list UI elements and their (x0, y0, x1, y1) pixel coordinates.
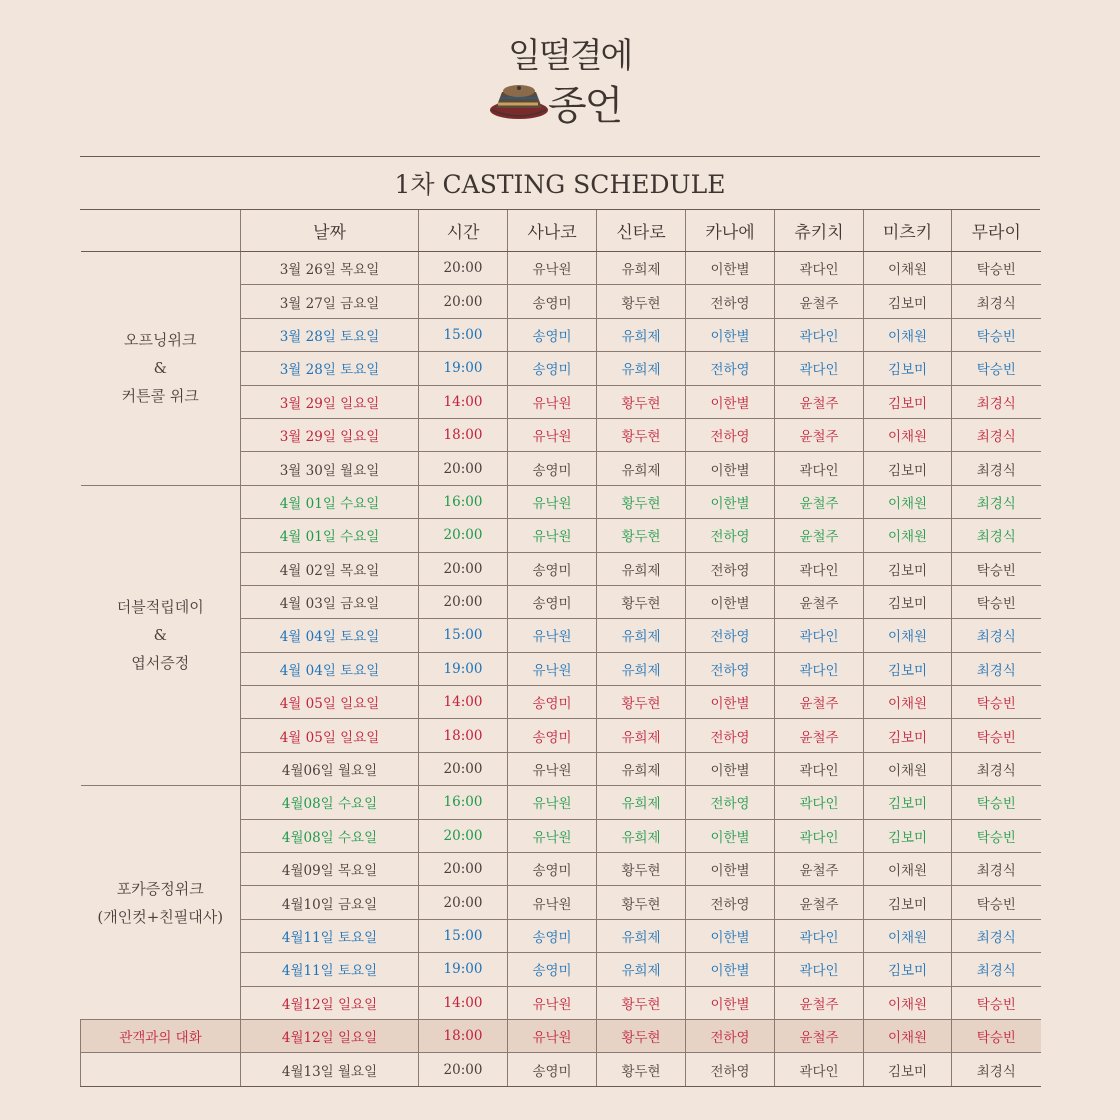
cell-chukichi: 윤철주 (775, 485, 864, 518)
cell-murai: 최경식 (952, 418, 1041, 451)
cell-shintaro: 황두현 (597, 686, 686, 719)
cell-murai: 탁승빈 (952, 986, 1041, 1019)
group-label (81, 252, 241, 486)
schedule-title: 1차 CASTING SCHEDULE (394, 170, 726, 199)
hat-icon (488, 74, 550, 134)
cell-murai: 최경식 (952, 1053, 1041, 1086)
cell-chukichi: 곽다인 (775, 819, 864, 852)
cell-time: 18:00 (419, 719, 508, 752)
cell-kanae: 이한별 (686, 385, 775, 418)
cell-kanae: 이한별 (686, 752, 775, 785)
cell-shintaro: 황두현 (597, 1053, 686, 1086)
cell-sanako: 유낙원 (508, 886, 597, 919)
group-label-line: (개인컷+친필대사) (97, 907, 224, 926)
cell-time: 20:00 (419, 585, 508, 618)
cell-date: 3월 28일 토요일 (241, 352, 419, 385)
cell-shintaro: 유희제 (597, 752, 686, 785)
cell-murai: 최경식 (952, 519, 1041, 552)
cell-kanae: 전하영 (686, 1019, 775, 1052)
cell-chukichi: 윤철주 (775, 519, 864, 552)
header-group (81, 210, 241, 252)
cell-sanako: 송영미 (508, 953, 597, 986)
cell-time: 19:00 (419, 352, 508, 385)
group-label (81, 485, 241, 786)
cell-kanae: 이한별 (686, 953, 775, 986)
cell-sanako: 유낙원 (508, 485, 597, 518)
cell-time: 15:00 (419, 318, 508, 351)
cell-time: 19:00 (419, 953, 508, 986)
cell-time: 20:00 (419, 1053, 508, 1086)
title-rule-top (80, 156, 1040, 157)
cell-mitsuki: 이채원 (864, 986, 952, 1019)
cell-murai: 최경식 (952, 285, 1041, 318)
cell-sanako: 송영미 (508, 719, 597, 752)
cell-date: 4월11일 토요일 (241, 953, 419, 986)
cell-chukichi: 곽다인 (775, 919, 864, 952)
empty-group-cell (81, 1053, 241, 1086)
cell-chukichi: 윤철주 (775, 986, 864, 1019)
header-date: 날짜 (241, 210, 419, 252)
cell-murai: 탁승빈 (952, 786, 1041, 819)
cell-sanako: 송영미 (508, 585, 597, 618)
cell-date: 4월09일 목요일 (241, 853, 419, 886)
cell-chukichi: 곽다인 (775, 1053, 864, 1086)
cell-shintaro: 황두현 (597, 585, 686, 618)
cell-sanako: 유낙원 (508, 519, 597, 552)
cell-date: 4월 01일 수요일 (241, 519, 419, 552)
cell-chukichi: 곽다인 (775, 452, 864, 485)
cell-sanako: 송영미 (508, 452, 597, 485)
cell-murai: 탁승빈 (952, 252, 1041, 285)
cell-time: 20:00 (419, 853, 508, 886)
cell-shintaro: 황두현 (597, 418, 686, 451)
cell-sanako: 송영미 (508, 318, 597, 351)
cell-shintaro: 유희제 (597, 819, 686, 852)
cell-time: 15:00 (419, 619, 508, 652)
cell-time: 18:00 (419, 1019, 508, 1052)
cell-shintaro: 황두현 (597, 1019, 686, 1052)
cell-chukichi: 곽다인 (775, 318, 864, 351)
cell-date: 4월11일 토요일 (241, 919, 419, 952)
cell-date: 3월 26일 목요일 (241, 252, 419, 285)
cell-kanae: 이한별 (686, 318, 775, 351)
cell-sanako: 송영미 (508, 352, 597, 385)
cell-date: 4월 02일 목요일 (241, 552, 419, 585)
table-row (81, 1053, 1041, 1086)
cell-murai: 최경식 (952, 652, 1041, 685)
cell-shintaro: 황두현 (597, 886, 686, 919)
cell-mitsuki: 이채원 (864, 485, 952, 518)
cell-sanako: 유낙원 (508, 652, 597, 685)
schedule-table (80, 210, 1041, 1087)
cell-shintaro: 유희제 (597, 252, 686, 285)
group-label-line: 더블적립데이 (116, 598, 204, 617)
cell-kanae: 이한별 (686, 986, 775, 1019)
cell-time: 16:00 (419, 485, 508, 518)
cell-sanako: 유낙원 (508, 786, 597, 819)
cell-murai: 탁승빈 (952, 585, 1041, 618)
cell-time: 20:00 (419, 819, 508, 852)
cell-murai: 최경식 (952, 953, 1041, 986)
cell-date: 4월08일 수요일 (241, 819, 419, 852)
cell-murai: 탁승빈 (952, 719, 1041, 752)
cell-mitsuki: 김보미 (864, 385, 952, 418)
header-role-murai: 무라이 (952, 210, 1041, 252)
cell-mitsuki: 이채원 (864, 919, 952, 952)
cell-date: 4월 05일 일요일 (241, 686, 419, 719)
cell-shintaro: 유희제 (597, 719, 686, 752)
cell-time: 20:00 (419, 285, 508, 318)
cell-chukichi: 윤철주 (775, 418, 864, 451)
cell-kanae: 전하영 (686, 619, 775, 652)
cell-sanako: 유낙원 (508, 385, 597, 418)
schedule-body (81, 252, 1041, 1087)
header-row (81, 210, 1041, 252)
cell-sanako: 송영미 (508, 853, 597, 886)
cell-kanae: 이한별 (686, 485, 775, 518)
cell-mitsuki: 김보미 (864, 1053, 952, 1086)
cell-time: 20:00 (419, 452, 508, 485)
cell-chukichi: 곽다인 (775, 953, 864, 986)
cell-sanako: 유낙원 (508, 1019, 597, 1052)
cell-time: 14:00 (419, 385, 508, 418)
cell-mitsuki: 이채원 (864, 318, 952, 351)
cell-time: 19:00 (419, 652, 508, 685)
group-label-line: 오프닝위크 (124, 331, 197, 350)
special-event-label: 관객과의 대화 (81, 1019, 241, 1052)
cell-kanae: 전하영 (686, 285, 775, 318)
cell-date: 4월 04일 토요일 (241, 652, 419, 685)
logo-line1: 일떨결에 (508, 36, 632, 76)
cell-mitsuki: 김보미 (864, 886, 952, 919)
cell-date: 4월 01일 수요일 (241, 485, 419, 518)
cell-chukichi: 곽다인 (775, 786, 864, 819)
table-row (81, 1019, 1041, 1052)
cell-murai: 탁승빈 (952, 819, 1041, 852)
cell-mitsuki: 이채원 (864, 1019, 952, 1052)
cell-sanako: 유낙원 (508, 252, 597, 285)
cell-chukichi: 윤철주 (775, 686, 864, 719)
cell-mitsuki: 김보미 (864, 953, 952, 986)
cell-shintaro: 황두현 (597, 385, 686, 418)
cell-kanae: 전하영 (686, 719, 775, 752)
cell-time: 20:00 (419, 752, 508, 785)
cell-murai: 탁승빈 (952, 318, 1041, 351)
cell-time: 18:00 (419, 418, 508, 451)
cell-murai: 최경식 (952, 385, 1041, 418)
cell-date: 4월 03일 금요일 (241, 585, 419, 618)
cell-kanae: 전하영 (686, 652, 775, 685)
header-time: 시간 (419, 210, 508, 252)
cell-chukichi: 곽다인 (775, 652, 864, 685)
cell-kanae: 전하영 (686, 352, 775, 385)
group-label-line: 포카증정위크 (116, 879, 204, 898)
cell-murai: 최경식 (952, 752, 1041, 785)
cell-shintaro: 유희제 (597, 352, 686, 385)
cell-date: 3월 29일 일요일 (241, 418, 419, 451)
cell-murai: 최경식 (952, 919, 1041, 952)
cell-kanae: 전하영 (686, 1053, 775, 1086)
cell-murai: 최경식 (952, 452, 1041, 485)
cell-mitsuki: 이채원 (864, 686, 952, 719)
cell-kanae: 이한별 (686, 853, 775, 886)
cell-sanako: 송영미 (508, 285, 597, 318)
cell-kanae: 이한별 (686, 252, 775, 285)
cell-date: 3월 30일 월요일 (241, 452, 419, 485)
cell-sanako: 송영미 (508, 1053, 597, 1086)
logo (488, 22, 648, 130)
group-label-line: 커튼콜 위크 (121, 387, 199, 406)
cell-time: 15:00 (419, 919, 508, 952)
cell-shintaro: 황두현 (597, 285, 686, 318)
cell-murai: 탁승빈 (952, 886, 1041, 919)
cell-mitsuki: 김보미 (864, 352, 952, 385)
cell-murai: 탁승빈 (952, 686, 1041, 719)
cell-time: 20:00 (419, 519, 508, 552)
cell-mitsuki: 이채원 (864, 853, 952, 886)
cell-chukichi: 윤철주 (775, 719, 864, 752)
cell-sanako: 유낙원 (508, 619, 597, 652)
cell-mitsuki: 이채원 (864, 418, 952, 451)
cell-shintaro: 황두현 (597, 853, 686, 886)
cell-shintaro: 유희제 (597, 786, 686, 819)
cell-chukichi: 윤철주 (775, 285, 864, 318)
cell-murai: 최경식 (952, 853, 1041, 886)
cell-date: 3월 28일 토요일 (241, 318, 419, 351)
cell-kanae: 이한별 (686, 919, 775, 952)
cell-kanae: 이한별 (686, 686, 775, 719)
cell-mitsuki: 김보미 (864, 719, 952, 752)
cell-sanako: 유낙원 (508, 418, 597, 451)
cell-shintaro: 유희제 (597, 919, 686, 952)
cell-kanae: 이한별 (686, 452, 775, 485)
cell-date: 4월06일 월요일 (241, 752, 419, 785)
cell-shintaro: 유희제 (597, 652, 686, 685)
cell-chukichi: 윤철주 (775, 585, 864, 618)
cell-murai: 탁승빈 (952, 552, 1041, 585)
header-role-shintaro: 신타로 (597, 210, 686, 252)
cell-chukichi: 윤철주 (775, 385, 864, 418)
cell-sanako: 송영미 (508, 686, 597, 719)
cell-chukichi: 윤철주 (775, 853, 864, 886)
cell-kanae: 이한별 (686, 585, 775, 618)
cell-time: 20:00 (419, 886, 508, 919)
table-row (81, 786, 1041, 819)
cell-date: 4월08일 수요일 (241, 786, 419, 819)
cell-mitsuki: 김보미 (864, 585, 952, 618)
cell-murai: 최경식 (952, 619, 1041, 652)
cell-kanae: 전하영 (686, 552, 775, 585)
cell-date: 4월 05일 일요일 (241, 719, 419, 752)
cell-mitsuki: 김보미 (864, 652, 952, 685)
cell-sanako: 유낙원 (508, 752, 597, 785)
cell-chukichi: 곽다인 (775, 752, 864, 785)
cell-sanako: 유낙원 (508, 819, 597, 852)
group-label-line: & (153, 359, 167, 378)
cell-mitsuki: 이채원 (864, 752, 952, 785)
cell-chukichi: 곽다인 (775, 619, 864, 652)
cell-time: 20:00 (419, 552, 508, 585)
cell-date: 4월13일 월요일 (241, 1053, 419, 1086)
cell-date: 4월10일 금요일 (241, 886, 419, 919)
cell-murai: 탁승빈 (952, 1019, 1041, 1052)
cell-date: 4월12일 일요일 (241, 986, 419, 1019)
header-role-chukichi: 츄키치 (775, 210, 864, 252)
cell-kanae: 전하영 (686, 786, 775, 819)
cell-shintaro: 황두현 (597, 519, 686, 552)
cell-time: 16:00 (419, 786, 508, 819)
cell-mitsuki: 김보미 (864, 786, 952, 819)
cell-time: 14:00 (419, 986, 508, 1019)
cell-shintaro: 유희제 (597, 619, 686, 652)
cell-sanako: 송영미 (508, 919, 597, 952)
header-role-mitsuki: 미츠키 (864, 210, 952, 252)
cell-chukichi: 곽다인 (775, 252, 864, 285)
cell-date: 4월 04일 토요일 (241, 619, 419, 652)
cell-mitsuki: 김보미 (864, 819, 952, 852)
cell-time: 20:00 (419, 252, 508, 285)
cell-shintaro: 황두현 (597, 986, 686, 1019)
group-label (81, 786, 241, 1020)
cell-time: 14:00 (419, 686, 508, 719)
cell-murai: 최경식 (952, 485, 1041, 518)
cell-date: 4월12일 일요일 (241, 1019, 419, 1052)
group-label-line: 엽서증정 (131, 654, 190, 673)
cell-shintaro: 유희제 (597, 552, 686, 585)
cell-chukichi: 윤철주 (775, 1019, 864, 1052)
cell-mitsuki: 김보미 (864, 552, 952, 585)
cell-kanae: 전하영 (686, 519, 775, 552)
cell-kanae: 전하영 (686, 886, 775, 919)
logo-line2: 종언 (548, 83, 622, 129)
cell-kanae: 이한별 (686, 819, 775, 852)
cell-murai: 탁승빈 (952, 352, 1041, 385)
cell-shintaro: 황두현 (597, 485, 686, 518)
cell-mitsuki: 이채원 (864, 519, 952, 552)
header-role-sanako: 사나코 (508, 210, 597, 252)
cell-chukichi: 윤철주 (775, 886, 864, 919)
cell-date: 3월 29일 일요일 (241, 385, 419, 418)
cell-kanae: 전하영 (686, 418, 775, 451)
cell-chukichi: 곽다인 (775, 352, 864, 385)
cell-shintaro: 유희제 (597, 318, 686, 351)
header-role-kanae: 카나에 (686, 210, 775, 252)
cell-mitsuki: 이채원 (864, 619, 952, 652)
cell-sanako: 송영미 (508, 552, 597, 585)
cell-mitsuki: 김보미 (864, 452, 952, 485)
cell-sanako: 유낙원 (508, 986, 597, 1019)
cell-shintaro: 유희제 (597, 452, 686, 485)
group-label-line: & (153, 626, 167, 645)
cell-shintaro: 유희제 (597, 953, 686, 986)
cell-mitsuki: 김보미 (864, 285, 952, 318)
cell-date: 3월 27일 금요일 (241, 285, 419, 318)
cell-mitsuki: 이채원 (864, 252, 952, 285)
cell-chukichi: 곽다인 (775, 552, 864, 585)
table-row (81, 252, 1041, 285)
table-row (81, 485, 1041, 518)
